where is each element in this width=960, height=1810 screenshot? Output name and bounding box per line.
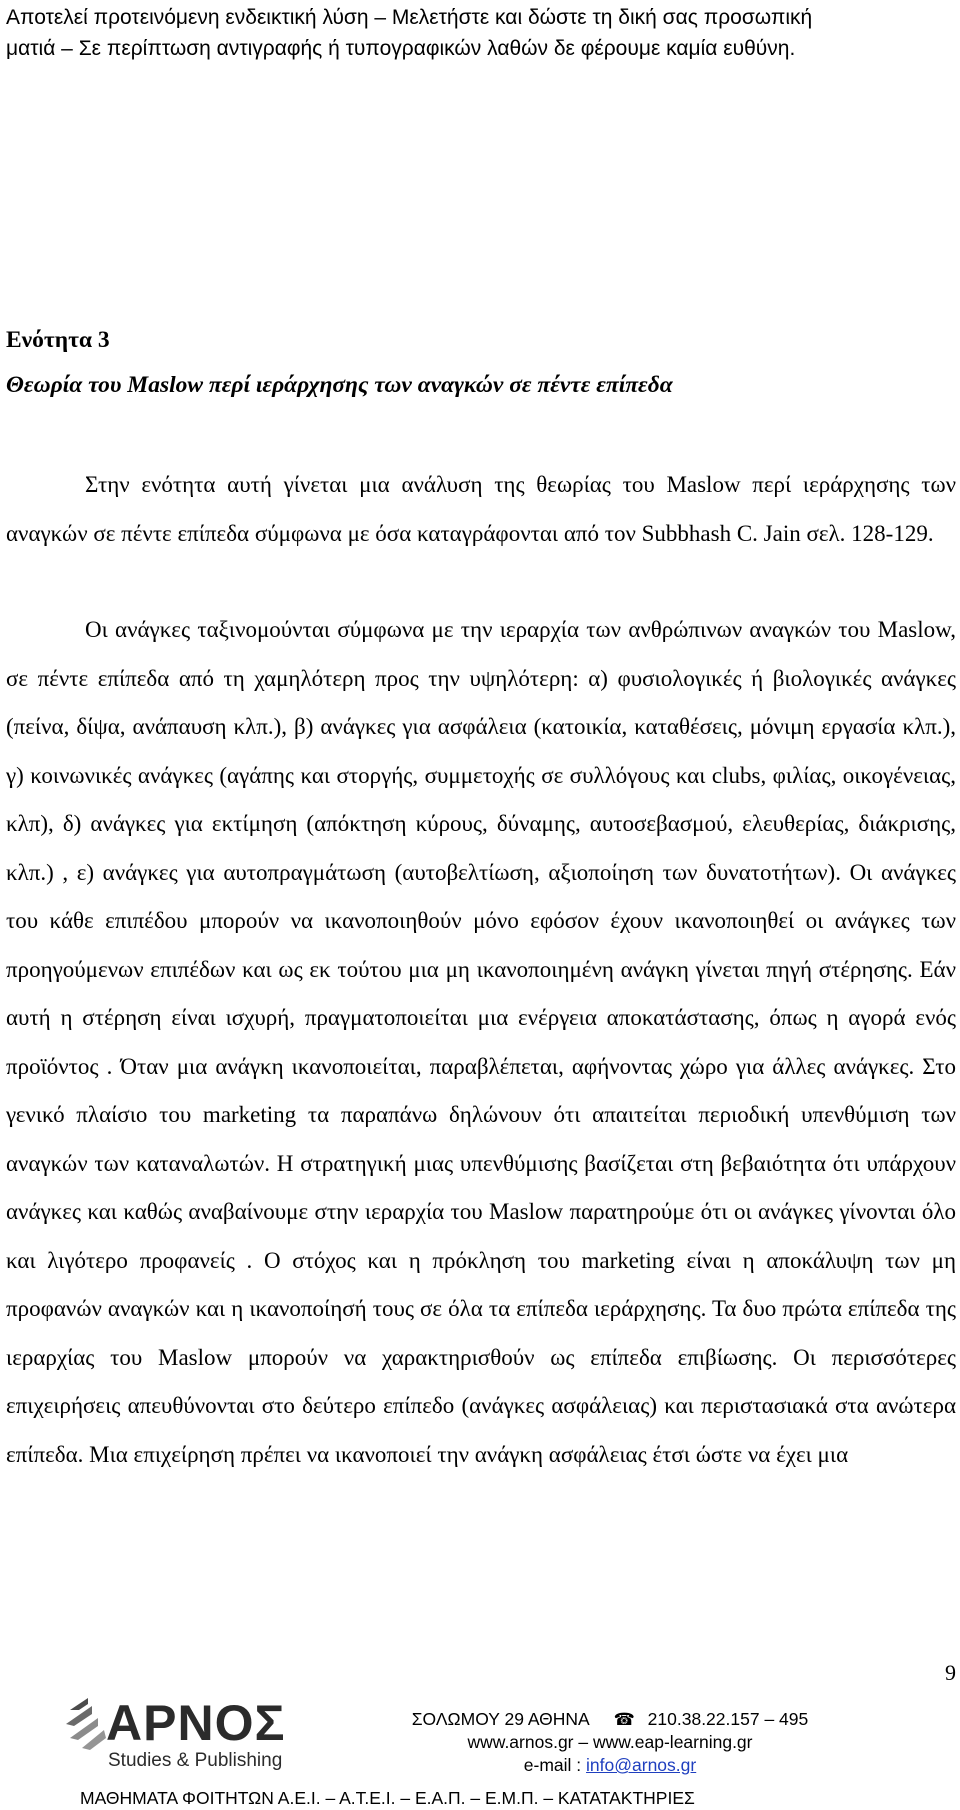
arnos-logo xyxy=(62,1690,302,1778)
contact-websites[interactable]: www.arnos.gr – www.eap-learning.gr xyxy=(467,1732,753,1752)
disclaimer-line-1: Αποτελεί προτεινόμενη ενδεικτική λύση – Μελετήστε και δώστε τη δική σας προσωπική xyxy=(6,6,813,29)
footer-courses: ΜΑΘΗΜΑΤΑ ΦΟΙΤΗΤΩΝ Α.Ε.Ι. – Α.Τ.Ε.Ι. – Ε.Α.Π. – Ε.Μ.Π. – ΚΑΤΑΤΑΚΤΗΡΙΕΣ xyxy=(80,1788,695,1808)
section-title: Θεωρία του Maslow περί ιεράρχησης των αναγκών σε πέντε επίπεδα xyxy=(6,372,673,398)
disclaimer-line-2: ματιά – Σε περίπτωση αντιγραφής ή τυπογραφικών λαθών δε φέρουμε καμία ευθύνη. xyxy=(6,37,796,60)
logo-wordmark: ΑΡΝΟΣ xyxy=(106,1695,286,1751)
contact-email-row xyxy=(330,1754,890,1777)
contact-address-row xyxy=(330,1708,890,1731)
page-number: 9 xyxy=(945,1660,956,1685)
logo-tagline: Studies & Publishing xyxy=(108,1750,283,1771)
section-label: Ενότητα 3 xyxy=(6,327,110,353)
email-label: e-mail : xyxy=(523,1755,582,1775)
contact-phone: 210.38.22.157 – 495 xyxy=(647,1709,809,1729)
telephone-icon: ☎ xyxy=(613,1710,635,1729)
body-paragraph-1 xyxy=(6,461,956,558)
email-link[interactable]: info@arnos.gr xyxy=(586,1755,697,1775)
arnos-logo-icon xyxy=(62,1690,302,1778)
body-paragraph-2 xyxy=(6,606,956,1479)
contact-address: ΣΟΛΩΜΟΥ 29 ΑΘΗΝΑ xyxy=(411,1709,589,1729)
disclaimer-header xyxy=(6,2,956,64)
paragraph-text: Οι ανάγκες ταξινομούνται σύμφωνα με την ιεραρχία των ανθρώπινων αναγκών του Maslow, σε πέντε επίπεδα από τη χαμηλότερη προς την υψηλότερη: α) φυσιολογικές ή βιολογικές ανάγκες (πείνα, δίψα, ανάπαυση κλπ.), β) ανάγκες για ασφάλεια (κατοικία, καταθέσεις, μόνιμη εργασία κλπ.), γ) κοινωνικές ανάγκες (αγάπης και στοργής, συμμετοχής σε συλλόγους και clubs, φιλίας, οικογένειας, κλπ), δ) ανάγκες για εκτίμηση (απόκτηση κύρους, δύναμης, αυτοσεβασμού, ελευθερίας, διάκρισης, κλπ.) , ε) ανάγκες για αυτοπραγμάτωση (αυτοβελτίωση, αξιοποίηση των δυνατοτήτων). Οι ανάγκες του κάθε επιπέδου μπορούν να ικανοποιηθούν μόνο εφόσον έχουν ικανοποιηθεί οι ανάγκες των προηγούμενων επιπέδων και ως εκ τούτου μια μη ικανοποιημένη ανάγκη γίνεται πηγή στέρησης. Εάν αυτή η στέρηση είναι ισχυρή, πραγματοποιείται μια ενέργεια αποκατάστασης, όπως η αγορά ενός προϊόντος . Όταν μια ανάγκη ικανοποιείται, παραβλέπεται, αφήνοντας χώρο για άλλες ανάγκες. Στο γενικό πλαίσιο του marketing τα παραπάνω δηλώνουν ότι απαιτείται περιοδική υπενθύμιση των αναγκών των καταναλωτών. Η στρατηγική μιας υπενθύμισης βασίζεται στη βεβαιότητα ότι υπάρχουν ανάγκες και καθώς αναβαίνουμε στην ιεραρχία του Maslow παρατηρούμε ότι οι ανάγκες γίνονται όλο και λιγότερο προφανείς . Ο στόχος και η πρόκληση του marketing είναι η αποκάλυψη των μη προφανών αναγκών και η ικανοποίησή τους σε όλα τα επίπεδα ιεράρχησης. Τα δυο πρώτα επίπεδα της ιεραρχίας του Maslow μπορούν να χαρακτηρισθούν ως επίπεδα επιβίωσης. Οι περισσότερες επιχειρήσεις απευθύνονται στο δεύτερο επίπεδο (ανάγκες ασφάλειας) και περιστασιακά στα ανώτερα επίπεδα. Μια επιχείρηση πρέπει να ικανοποιεί την ανάγκη ασφάλειας έτσι ώστε να έχει μια xyxy=(6,617,956,1467)
contact-block xyxy=(330,1708,890,1777)
paragraph-text: Στην ενότητα αυτή γίνεται μια ανάλυση της θεωρίας του Maslow περί ιεράρχησης των αναγκών σε πέντε επίπεδα σύμφωνα με όσα καταγράφονται από τον Subbhash C. Jain σελ. 128-129. xyxy=(6,472,956,546)
